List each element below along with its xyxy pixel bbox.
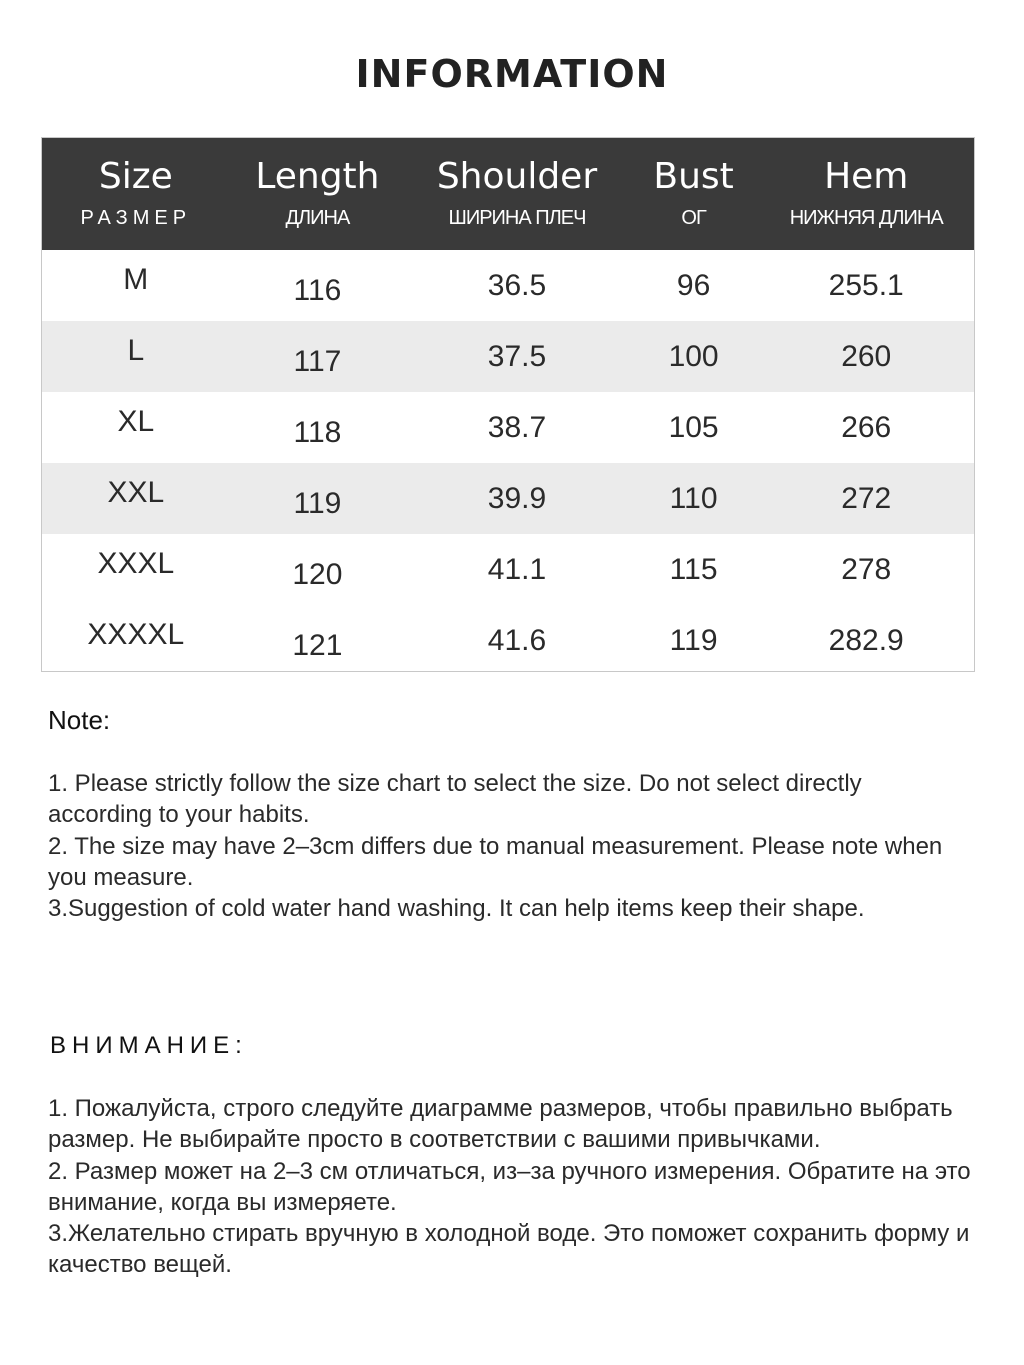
table-row	[42, 392, 974, 463]
note-ru-item: 2. Размер может на 2–3 см отличаться, из–за ручного измерения. Обратите на это внимание, когда вы измеряете.	[48, 1157, 971, 1216]
header-hem-label: Hem	[824, 156, 909, 197]
header-shoulder-label-ru: ШИРИНА ПЛЕЧ	[448, 207, 586, 229]
cell-size: L	[127, 333, 145, 367]
table-row	[42, 321, 974, 392]
table-row	[42, 534, 974, 605]
header-length	[230, 138, 406, 250]
cell-length: 120	[292, 557, 343, 591]
cell-size: M	[123, 262, 149, 296]
header-shoulder	[405, 138, 629, 250]
cell-bust: 105	[668, 410, 719, 444]
cell-length: 121	[292, 628, 343, 662]
header-bust-label: Bust	[653, 156, 734, 197]
note-ru-list	[48, 1093, 988, 1281]
cell-hem: 266	[841, 410, 892, 444]
cell-length: 118	[293, 415, 342, 449]
cell-size: XXL	[107, 475, 165, 509]
cell-hem: 282.9	[828, 623, 904, 657]
cell-length: 116	[293, 273, 342, 307]
cell-length: 119	[293, 486, 342, 520]
cell-size: XXXL	[97, 546, 175, 580]
cell-shoulder: 38.7	[487, 410, 547, 444]
cell-length: 117	[293, 344, 342, 378]
cell-hem: 255.1	[828, 268, 904, 302]
header-size	[42, 138, 230, 250]
note-item: 3.Suggestion of cold water hand washing. It can help items keep their shape.	[48, 895, 865, 923]
cell-shoulder: 41.6	[487, 623, 547, 657]
cell-bust: 100	[668, 339, 719, 373]
table-row	[42, 463, 974, 534]
header-shoulder-label: Shoulder	[436, 156, 598, 197]
table-header	[42, 138, 974, 250]
note-item: 2. The size may have 2–3cm differs due to manual measurement. Please note when you measure.	[48, 832, 943, 891]
header-length-label: Length	[255, 156, 380, 197]
cell-size: XL	[117, 404, 155, 438]
header-hem-label-ru: НИЖНЯЯ ДЛИНА	[789, 207, 943, 229]
note-ru-item: 1. Пожалуйста, строго следуйте диаграмме размеров, чтобы правильно выбрать размер. Не выбирайте просто в соответствии с вашими привычками.	[48, 1095, 953, 1154]
cell-shoulder: 36.5	[487, 268, 547, 302]
note-ru-heading: ВНИМАНИЕ:	[50, 1032, 248, 1059]
note-ru-item: 3.Желательно стирать вручную в холодной воде. Это поможет сохранить форму и качество вещей.	[48, 1220, 970, 1279]
header-hem	[758, 138, 974, 250]
cell-shoulder: 41.1	[487, 552, 547, 586]
header-bust	[629, 138, 759, 250]
cell-bust: 115	[669, 552, 718, 586]
cell-shoulder: 37.5	[487, 339, 547, 373]
header-length-label-ru: ДЛИНА	[285, 207, 350, 229]
table-row	[42, 605, 974, 676]
note-item: 1. Please strictly follow the size chart to select the size. Do not select directly according to your habits.	[48, 770, 862, 829]
size-chart-table	[41, 137, 975, 672]
note-list	[48, 768, 968, 924]
header-size-label: Size	[98, 156, 173, 197]
cell-hem: 272	[841, 481, 892, 515]
cell-hem: 278	[841, 552, 892, 586]
cell-shoulder: 39.9	[487, 481, 547, 515]
header-size-label-ru: РАЗМЕР	[80, 207, 192, 229]
note-heading: Note:	[48, 705, 111, 735]
cell-bust: 96	[676, 268, 711, 302]
page-title: INFORMATION	[355, 52, 669, 96]
cell-size: XXXXL	[87, 617, 185, 651]
cell-bust: 119	[669, 623, 718, 657]
table-row	[42, 250, 974, 321]
cell-bust: 110	[669, 481, 718, 515]
header-bust-label-ru: ОГ	[681, 207, 706, 229]
cell-hem: 260	[841, 339, 892, 373]
